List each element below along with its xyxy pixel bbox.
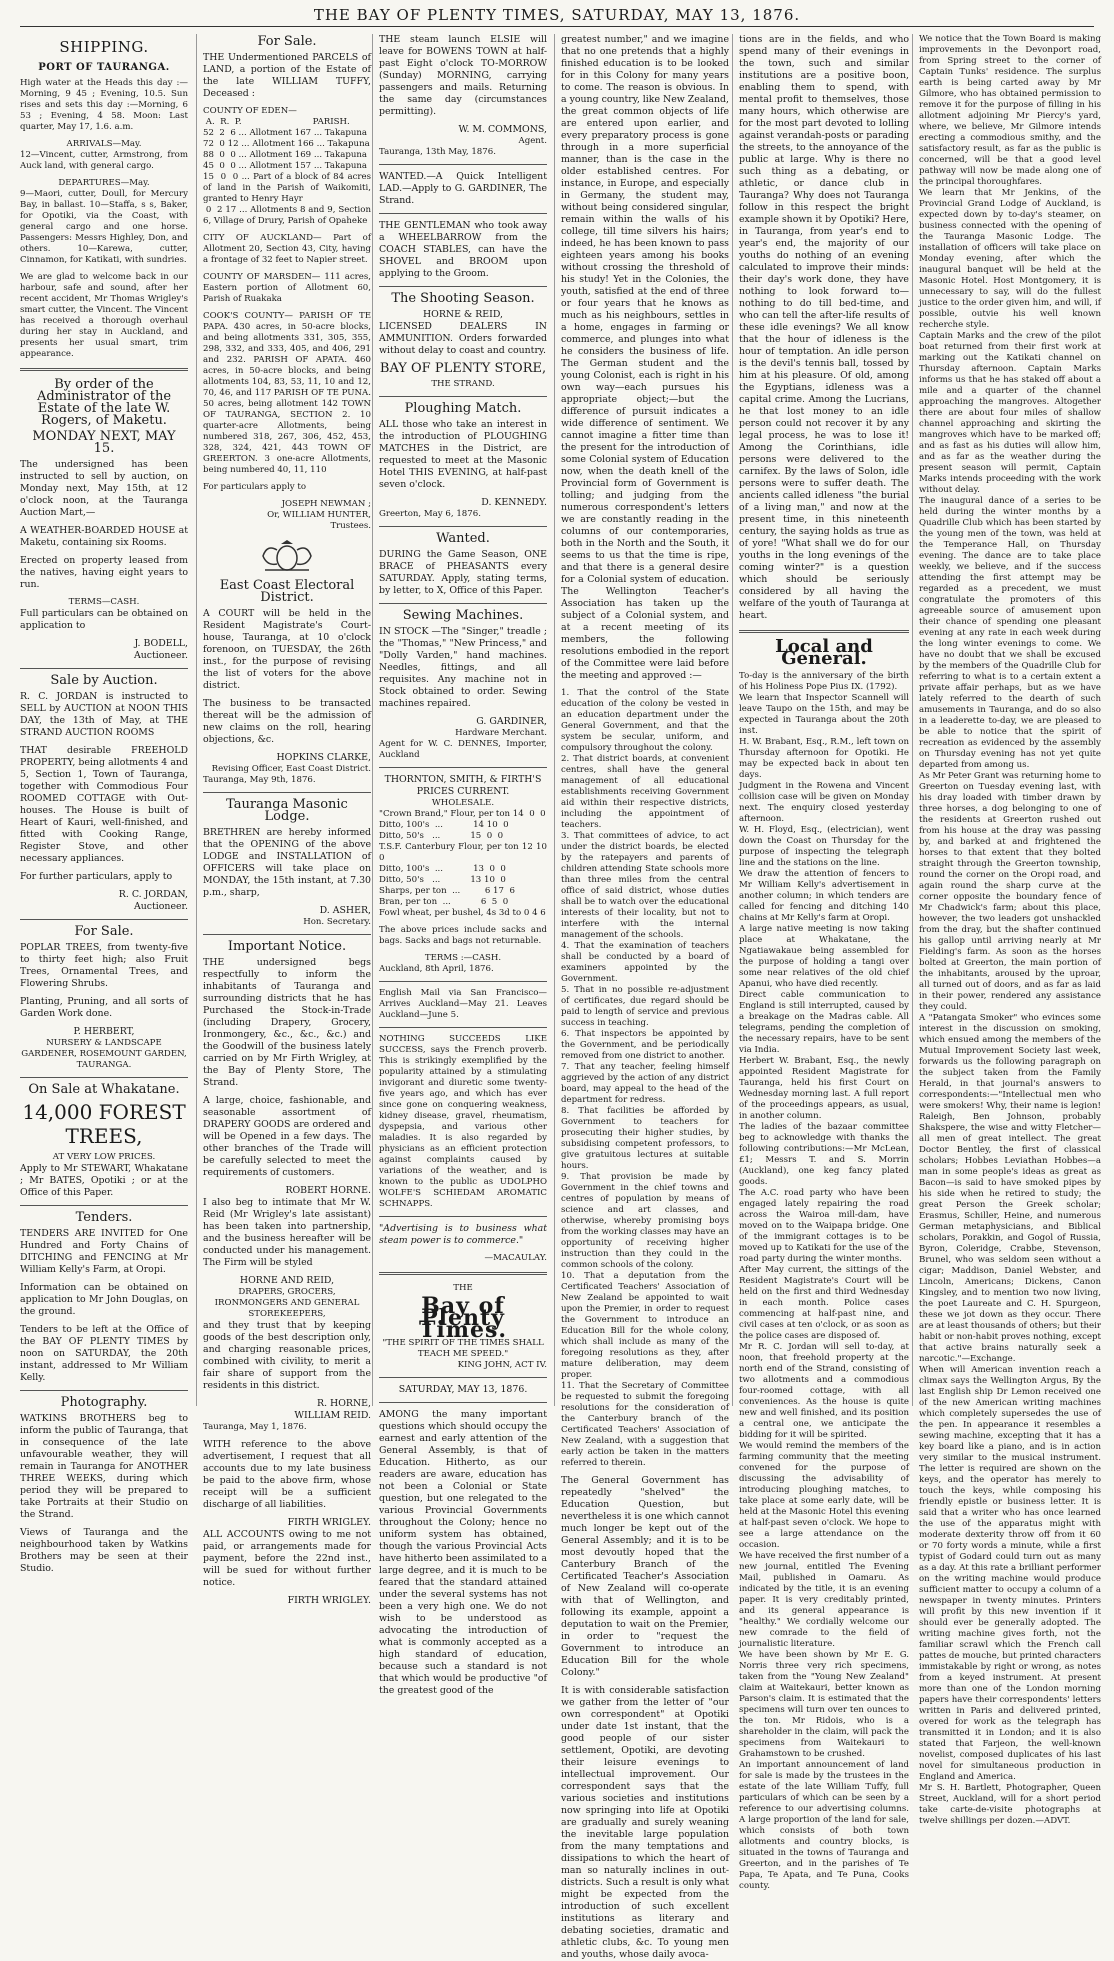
- jordan-signature: R. C. JORDAN,: [118, 889, 188, 900]
- hardware-label: Hardware Merchant.: [455, 728, 547, 738]
- divider: [379, 767, 547, 768]
- tenders-heading: Tenders.: [75, 1210, 133, 1225]
- large-text: A large, choice, fashionable, and seasonable assortment of DRAPERY GOODS are ordered and will be Opened in a few days. The other branches of the Trade will be carefully selected to meet the requirements of customers.: [203, 1095, 371, 1178]
- port-heading: PORT OF TAURANGA.: [38, 62, 170, 73]
- divider: [379, 981, 547, 982]
- column-4: [554, 34, 735, 1960]
- trust-text: and they trust that by keeping goods of the best description only, and charging reasonable prices, combined with civility, to merit a fair share of support from the residents in this district.: [203, 1320, 371, 1391]
- dateline: Tauranga, May 9th, 1876.: [203, 775, 316, 785]
- brethren-text: BRETHREN are hereby informed that the OPENING of the above LODGE and INSTALLATION of OFFICERS will take place on MONDAY, the 15th instant, at 7.30 p.m., sharp,: [203, 827, 371, 898]
- auckland-dateline: Auckland, 8th April, 1876.: [379, 964, 494, 974]
- auctioneer-label: Auctioneer.: [133, 650, 188, 661]
- sale-heading: Sale by Auction.: [50, 673, 158, 688]
- dateline-2: Tauranga, May 1, 1876.: [203, 1422, 307, 1432]
- stewart-text: Apply to Mr STEWART, Whakatane ; Mr BATES, Opotiki ; or at the Office of this Paper.: [20, 1163, 188, 1198]
- estate-heading: By order of the Administrator of the Estate of the late W. Rogers, of Maketu.: [36, 377, 172, 428]
- sewing-heading: Sewing Machines.: [402, 608, 524, 623]
- business-text: The business to be transacted thereat will be the admission of new claims on the roll, hearing objections, &c.: [203, 698, 371, 745]
- idleness-text: tions are in the fields, and who spend many of their evenings in the town, such and similar institutions are a positive boon, enabling them to spend, with mental profit to themselves, those many hours, which otherwise are for the most part devoted to lolling against verandah-posts or parading the streets, to the annoyance of the public at large. Why is there no such thing as a debating, or athletic, or dance club in Tauranga? Why does not Tauranga follow in this respect the bright example shown it by Opotiki? Here, in Tauranga, from year's end to year's end, the majority of our youths do nothing of an evening calculated to improve their minds: their day's work done, they have nothing to look forward to—nothing to do till bed-time, and who can tell the after-life results of these idle evenings? We all know that the hour of idleness is the hour of temptation. An idle person is the devil's tennis ball, tossed by him at his pleasure. Of old, among the Egyptians, idleness was a capital crime. Among the Lucrians, he that lost money to an idle person could not recover it by any legal process, he was to lose it! Among the Corinthians, idle persons were delivered to the carnifex. By the laws of Solon, idle persons were to suffer death. The ancients called idleness "the burial of a living man," and now at the present time, in this nineteenth century, the saying holds as true as of yore! "What shall we do for our youths in the long evenings of the coming winter?" is a question which should be seriously considered by all having the welfare of the youth of Tauranga at heart.: [739, 34, 909, 621]
- departures-heading: DEPARTURES—May.: [58, 178, 150, 188]
- wholesale-label: WHOLESALE.: [431, 798, 495, 808]
- asher-signature: D. ASHER,: [319, 905, 371, 916]
- divider: [20, 368, 188, 371]
- apply-text: For particulars apply to: [203, 482, 306, 492]
- auckland-text: CITY OF AUCKLAND— Part of Allotment 20, Section 43, City, having a frontage of 32 feet to Napier street.: [203, 233, 371, 265]
- terms-cash: TERMS :—CASH.: [424, 953, 502, 963]
- paper-title: Bay of Plenty Times.: [418, 1293, 508, 1343]
- divider: [379, 286, 547, 287]
- reid-signature: WILLIAM REID.: [294, 1410, 371, 1421]
- masthead: THE BAY OF PLENTY TIMES, SATURDAY, MAY 13, 1876.: [313, 6, 801, 24]
- divider: [379, 213, 547, 214]
- divider: [379, 1027, 547, 1028]
- elsie-text: THE steam launch ELSIE will leave for BOWENS TOWN at half-past Eight o'clock TO-MORROW (Sunday) MORNING, carrying passengers and mails. Returning the same day (circumstances permitting).: [379, 34, 547, 117]
- licensed-text: LICENSED DEALERS IN AMMUNITION. Orders forwarded without delay to coast and country.: [379, 321, 547, 356]
- revising-label: Revising Officer, East Coast District.: [211, 764, 371, 774]
- information-text: Information can be obtained on application to Mr John Douglas, on the ground.: [20, 1282, 188, 1317]
- wrigley-signature: FIRTH WRIGLEY.: [287, 1517, 371, 1528]
- reid-text: I also beg to intimate that Mr W. Reid (Mr Wrigley's late assistant) has been taken into partnership, and the business hereafter will be conducted under his management. The Firm will be styled: [203, 1197, 371, 1268]
- greerton-dateline: Greerton, May 6, 1876.: [379, 509, 481, 519]
- issue-date: SATURDAY, MAY 13, 1876.: [398, 1384, 528, 1395]
- forsale-heading: For Sale.: [257, 34, 317, 49]
- divider: [379, 396, 547, 397]
- firm-name: HORNE AND REID,: [239, 1275, 335, 1286]
- drapers-text: DRAPERS, GROCERS, IRONMONGERS AND GENERAL STOREKEEPERS,: [214, 1287, 360, 1319]
- divider: [379, 164, 547, 165]
- wheelbarrow-text: THE GENTLEMAN who took away a WHEELBARROW from the COACH STABLES, can have the SHOVEL and BROOM upon applying to the Groom.: [379, 220, 547, 279]
- poplar-text: POPLAR TREES, from twenty-five to thirty feet high; also Fruit Trees, Ornamental Trees, and Flowering Shrubs.: [20, 942, 188, 989]
- accounts-text: ALL ACCOUNTS owing to me not paid, or arrangements made for payment, before the 22nd inst., will be sued for without further notice.: [203, 1529, 371, 1588]
- arrivals-heading: ARRIVALS—May.: [66, 139, 142, 149]
- divider: [20, 668, 188, 669]
- motto-source: KING JOHN, ACT IV.: [457, 1360, 547, 1370]
- prices-note: The above prices include sacks and bags. Sacks and bags not returnable.: [379, 925, 547, 946]
- motto: "THE SPIRIT OF THE TIMES SHALL TEACH ME SPEED.": [382, 1338, 544, 1359]
- whakatane-heading: On Sale at Whakatane.: [28, 1082, 180, 1097]
- auctioneer-label: Auctioneer.: [133, 901, 188, 912]
- cook-county-text: COOK'S COUNTY— PARISH OF TE PAPA. 430 acres, in 50-acre blocks, and being allotments 331, 305, 355, 298, 332, and 333, 405, and 406, 291 and 232. PARISH OF APATA. 460 acres, in 50-acre blocks, and being allotments 104, 83, 53, 11, 10 and 12, 70, 46, and 117 PARISH OF TE PUNA. 50 acres, being allotment 142 TOWN OF TAURANGA, SECTION 2. 10 quarter-acre Allotments, being numbered 318, 267, 306, 452, 453, 328, 324, 421, 443 TOWN OF GREERTON. 3 one-acre Allotments, being numbered 40, 11, 110: [203, 311, 371, 475]
- prices-current-heading: THORNTON, SMITH, & FIRTH'S PRICES CURRENT.: [384, 774, 542, 797]
- low-prices: AT VERY LOW PRICES.: [52, 1152, 156, 1162]
- ploughing-text: ALL those who take an interest in the introduction of PLOUGHING MATCHES in the District, are requested to meet at the Masonic Hotel THIS EVENING, at half-past seven o'clock.: [379, 419, 547, 490]
- dateline: Tauranga, 13th May, 1876.: [379, 147, 496, 157]
- divider: [379, 1272, 547, 1275]
- house-text: A WEATHER-BOARDED HOUSE at Maketu, containing six Rooms.: [20, 525, 188, 548]
- divider: [203, 934, 371, 935]
- column-6: [912, 34, 1101, 1826]
- shipping-heading: SHIPPING.: [59, 38, 149, 56]
- eden-table: COUNTY OF EDEN— A. R. P. PARISH. 52 2 6 ... Allotment 167 ... Takapuna 72 0 12 ... Allotment 166 ... Takapuna 88 0 0 ... Allotment 169 ... Takapuna 45 0 0 ... Allotment 157 ... Takapuna 15 0 0 ... Part of a block of 84 acres of land in the Parish of Waikomiti, granted to Henry Hayr 0 2 17 ... Allotments 8 and 9, Section 6, Village of Drury, Parish of Opaheke: [203, 106, 372, 226]
- shooting-heading: The Shooting Season.: [391, 291, 535, 306]
- monday-heading: MONDAY NEXT, MAY 15.: [32, 429, 176, 456]
- column-1: [20, 34, 194, 1574]
- divider: [379, 1216, 547, 1217]
- royal-crest-icon: [257, 538, 317, 574]
- instructed-text: The undersigned has been instructed to sell by auction, on Monday next, May 15th, at 12 o'clock noon, at the Tauranga Auction Mart,—: [20, 459, 188, 518]
- divider: [379, 526, 547, 527]
- photography-heading: Photography.: [60, 1395, 148, 1410]
- further-text: For further particulars, apply to: [20, 871, 173, 882]
- important-notice-heading: Important Notice.: [227, 939, 347, 954]
- local-general-heading: Local and General.: [775, 636, 873, 669]
- wanted-lad-text: WANTED.—A Quick Intelligent LAD.—Apply to G. GARDINER, The Strand.: [379, 171, 547, 206]
- gardiner-signature: G. GARDINER,: [476, 716, 547, 727]
- herbert-signature: P. HERBERT,: [73, 1026, 135, 1037]
- masthead-rule: [20, 26, 1094, 27]
- divider: [379, 1377, 547, 1378]
- leader-continued: greatest number," and we imagine that no one pretends that a highly finished education is to be looked for in this Colony for many years to come. The reason is obvious. In a young country, like New Zealand, the great common objects of life are entered upon earlier, and every preparatory process is gone through in a more superficial manner, than is the case in the older established centres. For instance, in Europe, and especially in Germany, the student may, without being considered singular, remain within the walls of his college, till time silvers his hairs; indeed, he has been known to pass eighteen years among his books without crossing the threshold of his study! Yet in the Colonies, the youth, satisfied at the end of three or four years that he knows as much as his neighbours, settles in a home, engages in farming or commerce, and plunges into what he considers the business of life. The German student and the young Colonist, each is right in his own way—each pursues his appropriate object;—but the difference of pursuit indicates a wide difference of sentiment. We cannot imagine a fitter time than the present for the introduction of some Colonial system of Education now, when the death knell of the Provincial form of Government is tolling; and judging from the numerous correspondent's letters we are constantly reading in the columns of our contemporaries, both in the North and the South, it seems to us that the time is ripe, and that there is a general desire for a Colonial system of education. The Wellington Teacher's Association has taken up the subject of a Colonial system, and at a recent meeting of its members, the following resolutions embodied in the report of the Committee were laid before the meeting and approved :—: [561, 34, 730, 681]
- macaulay-quote: "Advertising is to business what steam power is to commerce.": [379, 1223, 547, 1246]
- electoral-heading: East Coast Electoral District.: [219, 578, 355, 605]
- hunter-signature: Or, WILLIAM HUNTER,: [267, 510, 371, 520]
- nursery-text: NURSERY & LANDSCAPE GARDENER, ROSEMOUNT GARDEN, TAURANGA.: [21, 1038, 187, 1070]
- forest-trees-heading: 14,000 FOREST TREES,: [22, 1100, 186, 1148]
- pheasants-text: DURING the Game Season, ONE BRACE of PHEASANTS every SATURDAY. Apply, stating terms, by letter, to X, Office of this Paper.: [379, 549, 547, 596]
- column-5: [732, 34, 915, 1891]
- forsale-heading: For Sale.: [74, 924, 134, 939]
- bodell-signature: J. BODELL,: [134, 638, 188, 649]
- the-label: THE: [453, 1283, 473, 1293]
- wrigley-signature-2: FIRTH WRIGLEY.: [287, 1595, 371, 1606]
- masonic-heading: Tauranga Masonic Lodge.: [226, 797, 348, 824]
- clarke-signature: HOPKINS CLARKE,: [276, 752, 371, 763]
- marsden-text: COUNTY OF MARSDEN— 111 acres, Eastern portion of Allotment 60, Parish of Ruakaka: [203, 272, 371, 304]
- schnapps-text: NOTHING SUCCEEDS LIKE SUCCESS, says the French proverb. This is strikingly exemplified by the popularity attained by a stimulating invigorant and diuretic some twenty-five years ago, and which has ever since gone on conquering weakness, kidney disease, gravel, rheumatism, dyspepsia, and various other maladies. It is also regarded by physicians as an efficient protection against complaints caused by variations of the weather, and is known to the public as UDOLPHO WOLFE'S SCHIEDAM AROMATIC SCHNAPPS.: [379, 1034, 547, 1209]
- court-text: A COURT will be held in the Resident Magistrate's Court-house, Tauranga, at 10 o'clock forenoon, on TUESDAY, the 26th inst., for the purpose of revising the list of voters for the above district.: [203, 608, 371, 691]
- with-reference-text: WITH reference to the above advertisement, I request that all accounts due to my late business be paid to the above firm, whose receipt will be a sufficient discharge of all liabilities.: [203, 1439, 371, 1510]
- tides-text: High water at the Heads this day :— Morning, 9 45 ; Evening, 10.5. Sun rises and sets this day :—Morning, 6 53 ; Evening, 4 58. Moon: Last quarter, May 17, 1.6. a.m.: [20, 78, 188, 132]
- tenders-left-text: Tenders to be left at the Office of the BAY OF PLENTY TIMES by noon on SATURDAY, the 20th instant, addressed to Mr William Kelly.: [20, 1324, 188, 1383]
- divider: [203, 792, 371, 793]
- freehold-text: THAT desirable FREEHOLD PROPERTY, being allotments 4 and 5, Section 1, Town of Tauranga, together with Commodious Four ROOMED COTTAGE with Out-houses. The House is built of Heart of Kauri, well-finished, and fitted with Cooking Range, Register Stove, and other necessary appliances.: [20, 745, 188, 864]
- horne-signature-2: R. HORNE,: [317, 1398, 371, 1409]
- divider: [379, 603, 547, 604]
- wanted-heading: Wanted.: [436, 531, 490, 546]
- tenders-text: TENDERS ARE INVITED for One Hundred and Forty Chains of DITCHING and FENCING at Mr William Kelly's Farm, at Oropi.: [20, 1228, 188, 1275]
- divider: [20, 919, 188, 920]
- column-2: [196, 34, 377, 1606]
- divider: [379, 1402, 547, 1403]
- horne-reid-name: HORNE & REID,: [422, 309, 504, 320]
- hon-secretary-label: Hon. Secretary.: [303, 917, 371, 927]
- local-items-continued: We notice that the Town Board is making improvements in the Devonport road, from Spring street to the corner of Captain Tunks' residence. The surplus earth is being carted away by Mr Gilmore, who has obtained permission to remove it for the purpose of filling in his allotment adjoining Mr Piercy's yard, where, we believe, Mr Gilmore intends erecting a commodious smithy, and the satisfactory result, as far as the public is concerned, will be that a good level pathway will now be made along one of the principal thoroughfares. We learn that Mr Jenkins, of the Provincial Grand Lodge of Auckland, is expected down by to-day's steamer, on business connected with the opening of the Tauranga Masonic Lodge. The installation of officers will take place on Monday evening, after which the inaugural banquet will be held at the Masonic Hotel. Host Montgomery, it is unnecessary to say, will do the fullest justice to the order given him, and will, if possible, outvie his well known recherche style. Captain Marks and the crew of the pilot boat returned from their first work at marking out the Katikati channel on Thursday afternoon. Captain Marks informs us that he has staked off about a mile and a quarter of the channel approaching the mangroves. Altogether there are about four miles of shallow channel approaching and skirting the mangroves which have to be marked off; and as fast as his duties will allow him, and as far as the weather during the present season will permit, Captain Marks intends proceeding with the work without delay. The inaugural dance of a series to be held during the winter months by a Quadrille Club which has been started by the young men of the town, was held at the Temperance Hall, on Thursday evening. The dance are to take place weekly, we believe, and if the success attending the first attempt may be regarded as a precedent, we must congratulate the promoters of this agreeable source of amusement upon their chance of spending one pleasant evening at any rate in each week during the long winter evenings to come. We have no doubt that we shall be excused by the members of the Quadrille Club for referring to what is to a certain extent a private affair perhaps, but as we have lately referred to the dearth of such amusements in Tauranga, and do so also in a leaderette to-day, we are pleased to be able to notice that the spirit of recreation as evidenced by the assembly on Thursday evening has not yet quite departed from among us. As Mr Peter Grant was returning home to Greerton on Tuesday evening last, with his dray loaded with timber drawn by three horses, a dog belonging to one of the residents at Greerton rushed out from his house at the dray was passing by, and barked at and frightened the horses to that extent that they bolted straight through the Greerton township, round the corner on the Oropi road, and again round the sharp curve at the corner opposite the boundary fence of Mr Chadwick's farm; about this place, however, the two leaders got unshackled from the dray, but the shafter continued his gallop until arriving nearly at Mr Fielding's farm. As soon as the horses bolted at Greerton, the main portion of the inhabitants, aroused by the uproar, all turned out of doors, and as far as laid in their power, rendered any assistance they could. A "Patangata Smoker" who evinces some interest in the discussion on smoking, which ensued among the members of the Mutual Improvement Society last week, forwards us the following paragraph on the subject taken from the Family Herald, in that journal's answers to correspondents:—"Intellectual men who were smokers! Why, their name is legion! Raleigh, Ben Johnson, probably Shakspere, the wise and witty Fletcher—all men of great intellect. The great Doctor Bentley, the first of classical scholars; Hobbes Leviathan Hobbes—a man in some people's ideas as great as Bacon—is said to have smoked pipes by his side when he retired to study; the great Person the Greek scholar; Erasmus, Schiller, Heine, and numerous German metaphysicians, and Biblical scholars, Porakkin, and Gogol of Russia, Byron, Coleridge, Crabbe, Stevenson, Brunel, who was seldom seen without a cigar; Maddison, Daniel Webster, and Lincoln, Americans; Dickens, Canon Kingsley, and to mention two now living, the poet Laureate and C. H. Spurgeon, these we jot down as they occur. There are at least thousands of others; but their habit or non-habit proves nothing, except that active brains naturally seek a narcotic."—Exchange. When will American invention reach a climax says the Wellington Argus, By the last English ship Dr Lemon received one of the new American writing machines which completely supersedes the use of the pen. In appearance it resembles a sewing machine, excepting that it has a key board like a piano, and is in action very similar to the musical instrument. The letter is required are shown on the keys, and the operator has merely to touch the keys, while composing his friendly epistle or business letter. It is said that a writer who has once learned the use of the apparatus might with moderate dexterity throw off from it 60 or 70 forty words a minute, while a first typist of Godard could turn out as many as a day. At this rate a brilliant performer on the writing machine would produce sufficient matter to occupy a column of a newspaper in twenty minutes. Printers will profit by this new invention if it should ever be generally adopted. The writing machine gives forth, not the familiar scrawl which the French call pattes de mouche, but printed characters immistakable by right or wrong, as notes from a keyed instrument. At present more than one of the London morning papers have their correspondents' letters written in Paris and delivered printed, overed for work as the telegraph has transmitted it in London; and it is also stated that Farjeon, the well-known novelist, composed duplicates of his last novel for simultaneous production in England and America. Mr S. H. Bartlett, Photographer, Queen Street, Auckland, will for a short period take carte-de-visite photographs at twelve shillings per dozen.—ADVT.: [919, 34, 1101, 1826]
- erected-text: Erected on property leased from the natives, having eight years to run.: [20, 555, 188, 590]
- resolutions-list: 1. That the control of the State education of the colony be vested in an education department under the General Government, and that the system be secular, uniform, and compulsory throughout the colony. 2. That district boards, at convenient centres, shall have the general management of all educational establishments receiving Government aid within their respective districts, including the appointment of teachers. 3. That committees of advice, to act under the district boards, be elected by the ratepayers and parents of children attending State schools more than three miles from the central office of said district, whose duties shall be to watch over the educational interests of their locality, but not to interfere with the internal management of the schools. 4. That the examination of teachers shall be conducted by a board of examiners appointed by the Government. 5. That in no possible re-adjustment of certificates, due regard should be paid to length of service and previous success in teaching. 6. That inspectors be appointed by the Government, and be periodically removed from one district to another. 7. That any teacher, feeling himself aggrieved by the action of any district board, may appeal to the head of the department for redress. 8. That facilities be afforded by Government to teachers for prosecuting their higher studies, by subsidising competent professors, to give gratuitous lectures at suitable hours. 9. That provision be made by Government in the chief towns and centres of population by means of science and art classes, and otherwise, whereby promising boys from the working classes may have an opportunity of receiving higher instruction than they could in the common schools of the colony. 10. That a deputation from the Certificated Teachers' Association of New Zealand be appointed to wait upon the Premier, in order to request the Government to introduce an Education Bill for the whole colony, which shall include as many of the foregoing resolutions as they, after mature deliberation, may deem proper. 11. That the Secretary of Committee be requested to submit the foregoing resolutions for the consideration of the Canterbury branch of the Certificated Teachers' Association of New Zealand, with a suggestion that early action be taken in the matters referred to therein.: [561, 688, 729, 1468]
- divider: [739, 630, 909, 633]
- strand-label: THE STRAND.: [431, 379, 495, 389]
- jordan-text: R. C. JORDAN is instructed to SELL by AUCTION at NOON THIS DAY, the 13th of May, at THE STRAND AUCTION ROOMS: [20, 691, 188, 738]
- departures-text: 9—Maori, cutter, Doull, for Mercury Bay, in ballast. 10—Staffa, s s, Baker, for Opotiki, via the Coast, with general cargo and one horse. Passengers: Messrs Highley, Don, and others. 10—Karewa, cutter, Cinnamon, for Katikati, with sundries.: [20, 189, 188, 265]
- kennedy-signature: D. KENNEDY.: [481, 497, 547, 508]
- horne-text: THE undersigned begs respectfully to inform the inhabitants of Tauranga and surrounding districts that he has Purchased the Stock-in-Trade (including Drapery, Grocery, Ironmongery, &c., &c., &c.) and the Goodwill of the business lately carried on by Mr Firth Wrigley, at the Bay of Plenty Store, The Strand.: [203, 957, 371, 1088]
- column-3: [372, 34, 553, 1696]
- sewing-text: IN STOCK —The "Singer," treadle ; the "Thomas," "New Princess," and "Dolly Varden," hand machines. Needles, fittings, and all requisites. Any machine not in Stock obtained to order. Sewing machines repaired.: [379, 626, 547, 709]
- agent-label: Agent.: [518, 136, 547, 146]
- divider: [20, 1077, 188, 1078]
- divider: [20, 1205, 188, 1206]
- bop-store-heading: BAY OF PLENTY STORE,: [379, 361, 547, 376]
- watkins-text: WATKINS BROTHERS beg to inform the public of Tauranga, that in consequence of the late unfavourable weather, they will remain in Tauranga for ANOTHER THREE WEEKS, during which period they will be prepared to take Portraits at their Studio on the Strand.: [20, 1413, 188, 1520]
- vincent-text: We are glad to welcome back in our harbour, safe and sound, after her recent accident, Mr Thomas Wrigley's smart cutter, the Vincent. The Vincent has received a thorough overhaul during her stay in Auckland, and presents her usual smart, trim appearance.: [20, 272, 188, 359]
- local-items: To-day is the anniversary of the birth of his Holiness Pope Pius IX. (1792). We learn that Inspector Scannell will leave Taupo on the 15th, and may be expected in Tauranga about the 20th inst. H. W. Brabant, Esq., R.M., left town on Thursday afternoon for Opotiki. He may be expected back in about ten days. Judgment in the Rowena and Vincent collision case will be given on Monday next. The enquiry closed yesterday afternoon. W. H. Floyd, Esq., (electrician), went down the Coast on Thursday for the purpose of inspecting the telegraph line and the stations on the line. We draw the attention of fencers to Mr William Kelly's advertisement in another column; in which tenders are called for fencing and ditching 140 chains at Mr Kelly's farm at Oropi. A large native meeting is now taking place at Whakatane, the Ngatiawakaue being assembled for the purpose of holding a tangi over some near relatives of the old chief Apanui, who have died recently. Direct cable communication to England is still interrupted, caused by a breakage on the Madras cable. All telegrams, pending the completion of the necessary repairs, have to be sent via India. Herbert W. Brabant, Esq., the newly appointed Resident Magistrate for Tauranga, held his first Court on Wednesday morning last. A full report of the proceedings appears, as usual, in another column. The ladies of the bazaar committee beg to acknowledge with thanks the following contributions:—Mr McLean, £1; Messrs T. and S. Morrin (Auckland), one keg fancy plated goods. The A.C. road party who have been engaged lately repairing the road across the Wairoa mill-dam, have moved on to the Waipapa bridge. One of the immigrant cottages is to be moved up to Katikati for the use of the road party during the winter months. After May current, the sittings of the Resident Magistrate's Court will be held on the first and third Wednesday in each month. Police cases commencing at half-past nine, and civil cases at ten o'clock, or as soon as the police cases are disposed of. Mr R. C. Jordan will sell to-day, at noon, that freehold property at the north end of the Strand, consisting of two allotments and a commodious four-roomed cottage, with all conveniences. As the house is quite new and well finished, and its position a central one, we anticipate the bidding for it will be spirited. We would remind the members of the farming community that the meeting convened for the purpose of discussing the advisability of introducing ploughing matches, to take place at some early date, will be held at the Masonic Hotel this evening at half-past seven o'clock. We hope to see a large attendance on the occasion. We have received the first number of a new journal, entitled The Evening Mail, published in Oamaru. As indicated by the title, it is an evening paper. It is very creditably printed, and its general appearance is "healthy." We cordially welcome our new comrade to the field of journalistic literature. We have been shown by Mr E. G. Norris three very rich specimens, taken from the "Young New Zealand" claim at Waitekauri, better known as Parson's claim. It is estimated that the specimens will turn over ten ounces to the ton. Mr Ridois, who is a shareholder in the claim, will pack the specimens from Waitekauri to Grahamstown to be crushed. An important announcement of land for sale is made by the trustees in the estate of the late William Tuffy, full particulars of which can be seen by a reference to our advertising columns. A large proportion of the land for sale, which consists of both town allotments and country blocks, is situated in the towns of Tauranga and Greerton, and in the parishes of Te Papa, Te Apata, and Te Puna, Cooks county.: [739, 671, 909, 1891]
- views-text: Views of Tauranga and the neighbourhood taken by Watkins Brothers may be seen at their Studio.: [20, 1527, 188, 1574]
- arrivals-text: 12—Vincent, cutter, Armstrong, from Auck land, with general cargo.: [20, 150, 188, 171]
- newman-signature: JOSEPH NEWMAN ;: [281, 499, 371, 509]
- prices-table: "Crown Brand," Flour, per ton 14 0 0 Ditto, 100's ... 14 10 0 Ditto, 50's ... 15 0 0 T.S.F. Canterbury Flour, per ton 12 10 0 Ditto, 100's ... 13 0 0 Ditto, 50's ... 13 10 0 Sharps, per ton ... 6 17 6 Bran, per ton ... 6 5 0 Fowl wheat, per bushel, 4s 3d to 0 4 6: [379, 809, 547, 918]
- leader-text: AMONG the many important questions which should occupy the earnest and early attention of the General Assembly, is that of Education. Hitherto, as our readers are aware, education has not been a Colonial or State question, but one relegated to the various Provincial Governments throughout the Colony; hence no uniform system has obtained, though the various Provincial Acts have hitherto been assimilated to a large degree, and it is much to be feared that the standard attained under the several systems has not been a very high one. We do not wish to be understood as advocating the introduction of what is commonly accepted as a high standard of education, because such a standard is not that which would be productive "of the greatest good of the: [379, 1409, 547, 1696]
- parcels-text: THE Undermentioned PARCELS of LAND, a portion of the Estate of the late WILLIAM TUFFY, Deceased :: [203, 52, 371, 99]
- opotiki-text: It is with considerable satisfaction we gather from the letter of "our own correspondent" at Opotiki under date 1st instant, that the good people of our sister settlement, Opotiki, are devoting their leisure evenings to intellectual improvement. Our correspondent says that the various societies and institutions now springing into life at Opotiki are gradually and surely weaning the inevitable large population from the many temptations and dissipations to which the heart of man so naturally inclines in out-districts. Such a result is only what might be expected from the introduction of such excellent institutions as literary and debating societies, dramatic and athletic clubs, &c. To young men and youths, whose daily avoca-: [561, 1685, 729, 1960]
- planting-text: Planting, Pruning, and all sorts of Garden Work done.: [20, 996, 188, 1019]
- macaulay-attribution: —MACAULAY.: [484, 1253, 547, 1263]
- dennes-text: Agent for W. C. DENNES, Importer, Auckland: [379, 739, 547, 760]
- commons-signature: W. M. COMMONS,: [458, 124, 547, 135]
- terms-cash: TERMS—CASH.: [68, 597, 140, 607]
- divider: [20, 1390, 188, 1391]
- horne-signature: ROBERT HORNE.: [285, 1185, 371, 1196]
- ploughing-heading: Ploughing Match.: [404, 401, 522, 416]
- trustees-label: Trustees.: [330, 521, 371, 531]
- particulars-text: Full particulars can be obtained on application to: [20, 608, 188, 631]
- mails-text: English Mail via San Francisco— Arrives Auckland—May 21. Leaves Auckland—June 5.: [379, 988, 547, 1020]
- education-text: The General Government has repeatedly "shelved" the Education Question, but nevertheless it is one which cannot much longer be kept out of the General Assembly; and it is to be most devoutly hoped that the Canterbury Branch of the Certificated Teacher's Association of New Zealand will co-operate with that of Wellington, and following its example, appoint a deputation to wait on the Premier, in order to "request the Government to introduce an Education Bill for the whole Colony.": [561, 1475, 729, 1678]
